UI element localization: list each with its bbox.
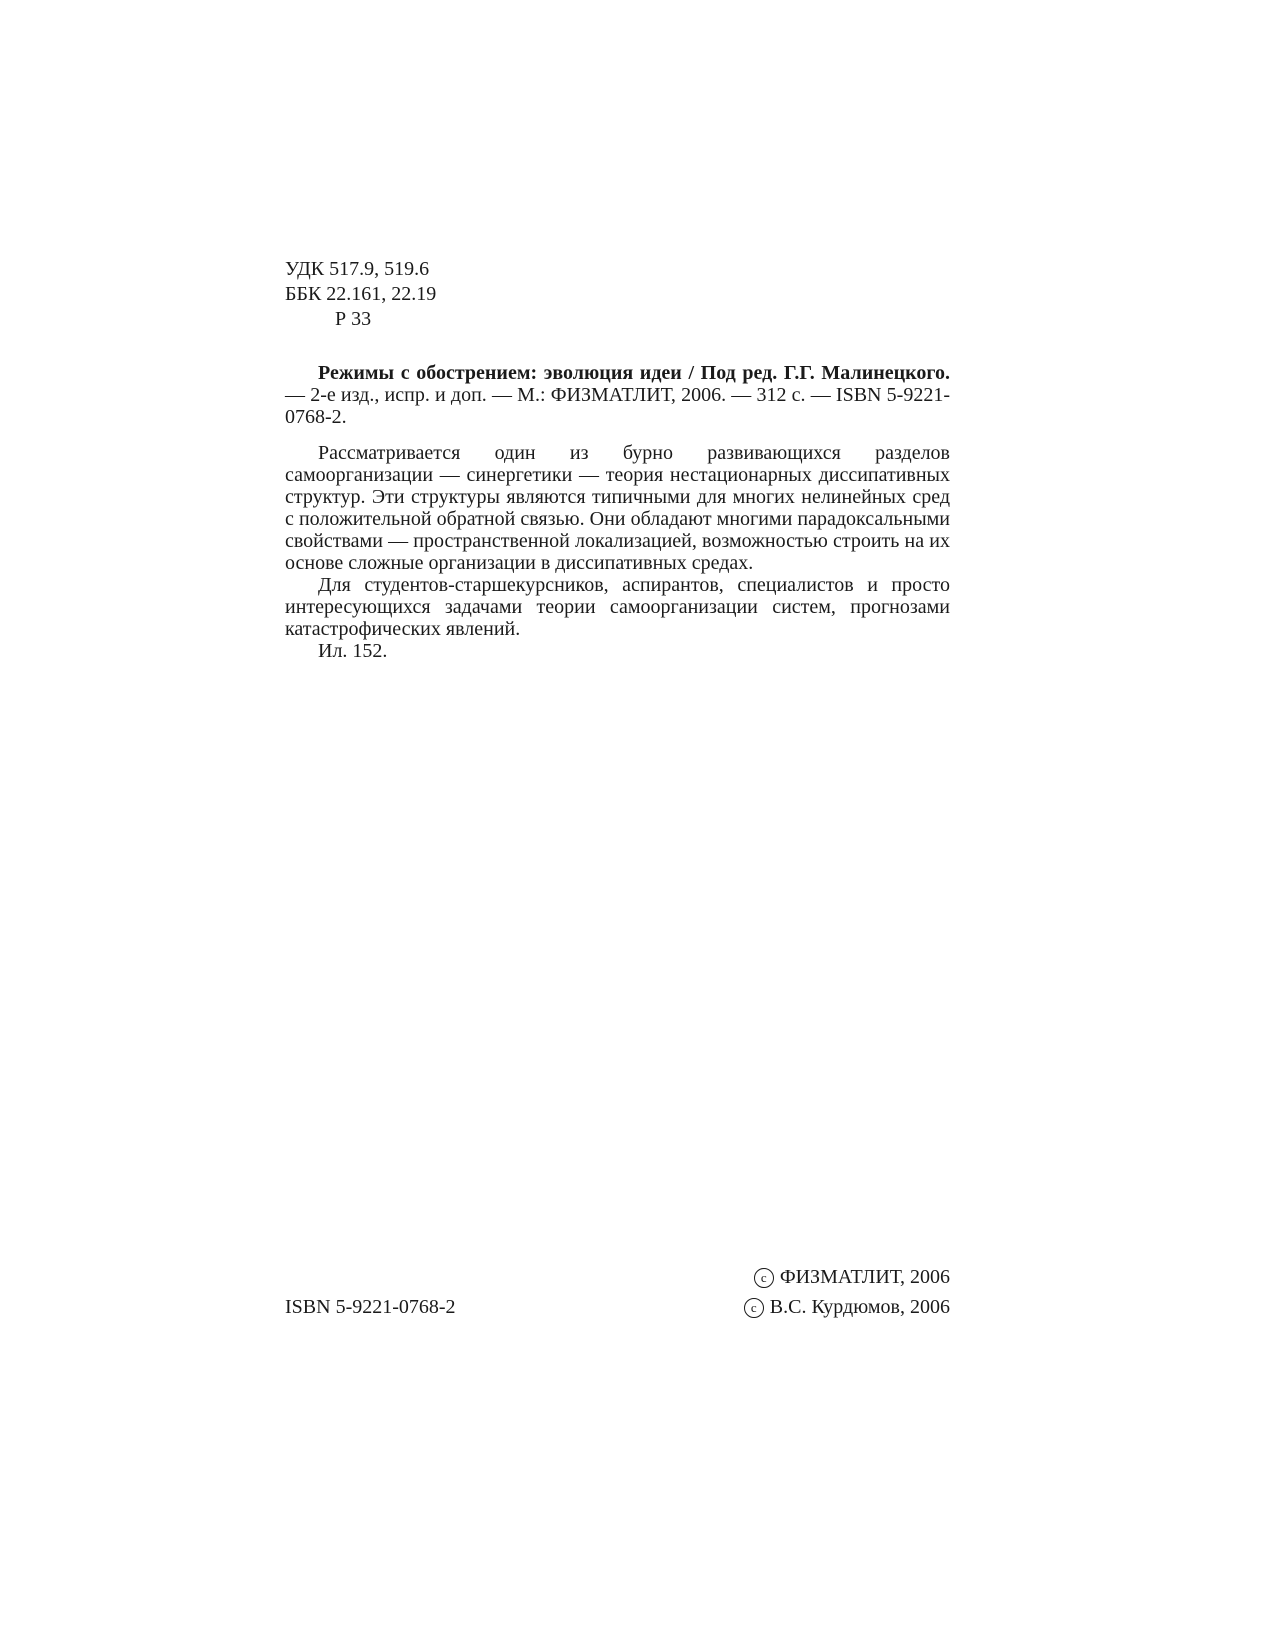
edition-details: — 2-е изд., испр. и доп. — М.: ФИЗМАТЛИТ, 2006. — 312 с. — ISBN 5-9221-0768-2. [285,384,950,428]
author-mark: Р 33 [335,308,372,330]
copyright-author-text: В.С. Курдюмов, 2006 [769,1296,950,1318]
classification-block [285,257,436,332]
illustrations-count: Ил. 152. [318,640,388,662]
copyright-icon: c [754,1268,774,1288]
audience-paragraph: Для студентов-старшекурсников, аспирантов, специалистов и просто интересующихся задачами теории самоорганизации систем, прогнозами катастрофических явлений. [285,574,950,640]
annotation-paragraph: Рассматривается один из бурно развивающихся разделов самоорганизации — синергетики — теория нестационарных диссипативных структур. Эти структуры являются типичными для многих нелинейных сред с положительной обратной связью. Они обладают многими парадоксальными свойствами — пространственной локализацией, возможностью строить на их основе сложные организации в диссипативных средах. [285,442,950,574]
copyright-publisher [740,1262,950,1292]
bibliographic-record [285,362,950,428]
bbk-code: ББК 22.161, 22.19 [285,283,437,305]
copyright-author [740,1292,950,1322]
main-text-block [285,362,950,662]
copyright-block [740,1262,950,1322]
udk-code: УДК 517.9, 519.6 [285,258,430,280]
copyright-publisher-text: ФИЗМАТЛИТ, 2006 [779,1266,950,1288]
copyright-icon: c [744,1298,764,1318]
isbn-footer: ISBN 5-9221-0768-2 [285,1296,456,1318]
annotation [285,442,950,662]
book-title: Режимы с обострением: эволюция идеи / Под ред. Г.Г. Малинецкого. [318,362,950,384]
